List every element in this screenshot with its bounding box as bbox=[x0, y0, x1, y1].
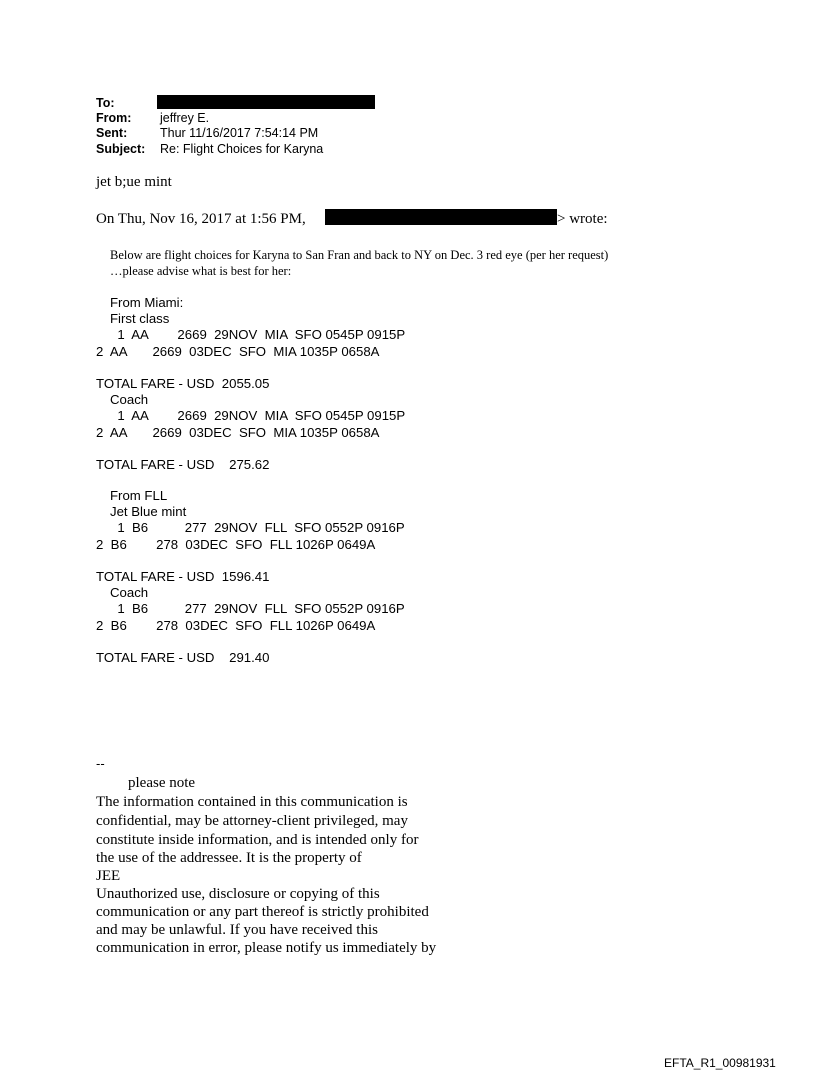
flight-line: 2 B6 278 03DEC SFO FLL 1026P 0649A bbox=[96, 618, 376, 633]
document-id: EFTA_R1_00981931 bbox=[664, 1056, 776, 1070]
signature-dashes: -- bbox=[96, 756, 105, 771]
flight-line: 1 AA 2669 29NOV MIA SFO 0545P 0915P bbox=[110, 327, 406, 342]
disclaimer-heading: please note bbox=[128, 775, 196, 791]
to-label: To: bbox=[96, 96, 115, 110]
flight-line: From Miami: bbox=[110, 295, 184, 310]
disclaimer-line: JEE bbox=[96, 868, 121, 884]
disclaimer-line: constitute inside information, and is intended only for bbox=[96, 832, 419, 848]
total-fare: TOTAL FARE - USD 2055.05 bbox=[96, 376, 270, 391]
flight-line: From FLL bbox=[110, 488, 168, 503]
disclaimer-line: Unauthorized use, disclosure or copying of this bbox=[96, 886, 380, 902]
flight-line: First class bbox=[110, 311, 170, 326]
flight-line: 2 AA 2669 03DEC SFO MIA 1035P 0658A bbox=[96, 344, 380, 359]
flight-line: 1 AA 2669 29NOV MIA SFO 0545P 0915P bbox=[110, 408, 406, 423]
total-fare: TOTAL FARE - USD 275.62 bbox=[96, 457, 270, 472]
flight-line: 1 B6 277 29NOV FLL SFO 0552P 0916P bbox=[110, 601, 405, 616]
disclaimer-line: communication in error, please notify us immediately by bbox=[96, 940, 437, 956]
from-label: From: bbox=[96, 111, 132, 125]
flight-line: 1 B6 277 29NOV FLL SFO 0552P 0916P bbox=[110, 520, 405, 535]
disclaimer-line: the use of the addressee. It is the property of bbox=[96, 850, 362, 866]
subject-label: Subject: bbox=[96, 142, 146, 156]
quote-intro-suffix: > wrote: bbox=[557, 211, 608, 227]
disclaimer-line: The information contained in this communication is bbox=[96, 794, 408, 810]
reply-text: jet b;ue mint bbox=[96, 174, 172, 190]
sent-value: Thur 11/16/2017 7:54:14 PM bbox=[160, 126, 319, 140]
disclaimer-line: and may be unlawful. If you have received this bbox=[96, 922, 378, 938]
flight-line: 2 AA 2669 03DEC SFO MIA 1035P 0658A bbox=[96, 425, 380, 440]
total-fare: TOTAL FARE - USD 1596.41 bbox=[96, 569, 270, 584]
disclaimer-line: confidential, may be attorney-client privileged, may bbox=[96, 813, 408, 829]
subject-value: Re: Flight Choices for Karyna bbox=[160, 142, 324, 156]
quoted-line-2: …please advise what is best for her: bbox=[110, 264, 292, 278]
redacted-sender bbox=[325, 209, 557, 225]
redacted-to-address bbox=[157, 95, 375, 109]
total-fare: TOTAL FARE - USD 291.40 bbox=[96, 650, 270, 665]
flight-line: Coach bbox=[110, 392, 149, 407]
from-value: jeffrey E. bbox=[160, 111, 210, 125]
quoted-line-1: Below are flight choices for Karyna to San Fran and back to NY on Dec. 3 red eye (per her request) bbox=[110, 248, 609, 262]
flight-line: 2 B6 278 03DEC SFO FLL 1026P 0649A bbox=[96, 537, 376, 552]
flight-line: Jet Blue mint bbox=[110, 504, 187, 519]
quote-intro-prefix: On Thu, Nov 16, 2017 at 1:56 PM, bbox=[96, 211, 306, 227]
disclaimer-line: communication or any part thereof is strictly prohibited bbox=[96, 904, 429, 920]
flight-line: Coach bbox=[110, 585, 149, 600]
sent-label: Sent: bbox=[96, 126, 128, 140]
